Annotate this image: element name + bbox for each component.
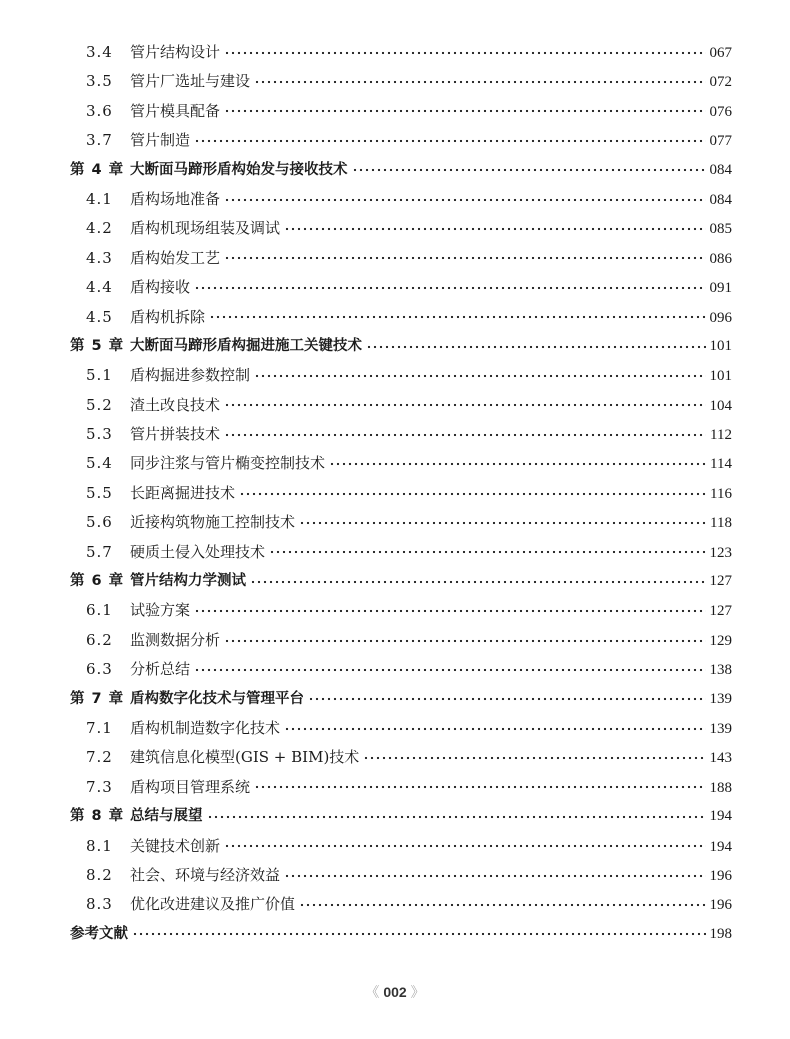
dot-leader (224, 256, 705, 260)
toc-references-entry[interactable] (70, 920, 732, 949)
toc-entry-number: 4.5 (86, 307, 113, 326)
toc-section-entry[interactable] (70, 391, 732, 420)
toc-entry-number: 4.2 (86, 219, 113, 238)
toc-entry-page: 188 (709, 779, 732, 796)
dot-leader (254, 374, 705, 378)
toc-section-entry[interactable] (70, 479, 732, 508)
toc-entry-title: 管片制造 (130, 131, 191, 150)
toc-entry-number: 6.1 (86, 601, 113, 620)
toc-entry-page: 076 (709, 103, 732, 120)
toc-chapter-entry[interactable] (70, 332, 732, 361)
toc-entry-number: 8.3 (86, 895, 113, 914)
toc-entry-number: 5.7 (86, 542, 113, 561)
toc-entry-number: 6.2 (86, 630, 113, 649)
toc-entry-title: 同步注浆与管片椭变控制技术 (130, 454, 326, 473)
toc-section-entry[interactable] (70, 67, 732, 96)
toc-entry-page: 101 (709, 337, 732, 354)
toc-entry-title: 参考文献 (70, 925, 128, 942)
toc-entry-number: 第 4 章 (70, 161, 125, 178)
toc-entry-page: 101 (709, 368, 732, 385)
toc-entry-page: 086 (709, 250, 732, 267)
page-number-footer (0, 982, 790, 1002)
toc-entry-number: 3.6 (86, 101, 113, 120)
toc-entry-title: 管片结构设计 (130, 43, 221, 61)
toc-section-entry[interactable] (70, 303, 732, 332)
toc-section-entry[interactable] (70, 97, 732, 126)
toc-entry-page: 127 (709, 573, 732, 590)
toc-entry-page: 194 (709, 808, 732, 825)
toc-entry-page: 067 (709, 45, 732, 61)
dot-leader (194, 286, 705, 290)
dot-leader (224, 198, 705, 202)
toc-entry-page: 123 (709, 544, 732, 561)
toc-section-entry[interactable] (70, 538, 732, 567)
toc-entry-title: 管片厂选址与建设 (130, 72, 251, 91)
dot-leader (207, 815, 706, 819)
toc-entry-page: 139 (709, 690, 732, 707)
toc-entry-page: 104 (709, 397, 732, 414)
toc-section-entry[interactable] (70, 244, 732, 273)
dot-leader (224, 844, 705, 848)
toc-chapter-entry[interactable] (70, 802, 732, 831)
toc-entry-page: 138 (709, 662, 732, 679)
page-number: 002 (383, 984, 407, 1000)
toc-section-entry[interactable] (70, 273, 732, 302)
toc-entry-number: 3.7 (86, 131, 113, 150)
dot-leader (308, 697, 706, 701)
toc-entry-title: 盾构项目管理系统 (130, 777, 251, 796)
toc-entry-number: 5.4 (86, 454, 113, 473)
toc-entry-page: 077 (709, 133, 732, 150)
dot-leader (352, 168, 706, 172)
dot-leader (299, 521, 706, 525)
toc-entry-title: 大断面马蹄形盾构掘进施工关键技术 (130, 337, 362, 354)
dot-leader (254, 80, 705, 84)
toc-entry-page: 196 (709, 897, 732, 914)
dot-leader (366, 345, 706, 349)
toc-entry-title: 大断面马蹄形盾构始发与接收技术 (130, 161, 348, 178)
toc-entry-page: 194 (709, 838, 732, 855)
dot-leader (284, 727, 705, 731)
toc-section-entry[interactable] (70, 743, 732, 772)
right-bracket-decoration: 》 (410, 984, 425, 1000)
toc-entry-title: 渣土改良技术 (130, 395, 221, 414)
toc-entry-number: 第 8 章 (70, 808, 125, 825)
toc-entry-page: 112 (710, 427, 732, 444)
toc-entry-page: 143 (709, 750, 732, 767)
toc-entry-number: 5.3 (86, 425, 113, 444)
toc-entry-page: 085 (709, 221, 732, 238)
toc-entry-page: 096 (709, 309, 732, 326)
dot-leader (284, 874, 705, 878)
dot-leader (224, 639, 705, 643)
toc-entry-number: 第 7 章 (70, 690, 125, 707)
toc-entry-page: 198 (709, 925, 732, 942)
toc-entry-title: 盾构场地准备 (130, 189, 221, 208)
toc-entry-number: 5.5 (86, 483, 113, 502)
toc-entry-title: 盾构机拆除 (130, 307, 206, 326)
dot-leader (284, 227, 705, 231)
dot-leader (250, 580, 706, 584)
toc-entry-page: 114 (710, 456, 732, 473)
dot-leader (209, 315, 705, 319)
toc-entry-page: 127 (709, 603, 732, 620)
toc-entry-title: 管片模具配备 (130, 101, 221, 120)
toc-section-entry[interactable] (70, 508, 732, 537)
toc-entry-title: 盾构机现场组装及调试 (130, 219, 281, 238)
toc-entry-number: 7.2 (86, 748, 113, 767)
toc-section-entry[interactable] (70, 832, 732, 861)
toc-entry-title: 管片结构力学测试 (130, 573, 246, 590)
toc-section-entry[interactable] (70, 890, 732, 919)
toc-entry-title: 盾构机制造数字化技术 (130, 718, 281, 737)
toc-section-entry[interactable] (70, 714, 732, 743)
dot-leader (194, 668, 705, 672)
toc-entry-number: 4.1 (86, 189, 113, 208)
toc-chapter-entry[interactable] (70, 567, 732, 596)
toc-entry-title: 管片拼装技术 (130, 425, 221, 444)
toc-entry-title: 分析总结 (130, 660, 191, 679)
toc-entry-number: 第 6 章 (70, 573, 125, 590)
dot-leader (132, 932, 706, 936)
toc-entry-title: 社会、环境与经济效益 (130, 865, 281, 884)
toc-section-entry[interactable] (70, 449, 732, 478)
toc-entry-page: 139 (709, 720, 732, 737)
toc-entry-number: 8.2 (86, 865, 113, 884)
toc-entry-number: 8.1 (86, 836, 113, 855)
toc-entry-title: 试验方案 (130, 601, 191, 620)
toc-entry-page: 118 (710, 515, 732, 532)
toc-entry-page: 116 (710, 485, 732, 502)
toc-section-entry[interactable] (70, 214, 732, 243)
toc-section-entry[interactable] (70, 773, 732, 802)
toc-entry-title: 盾构数字化技术与管理平台 (130, 690, 304, 707)
dot-leader (224, 433, 706, 437)
table-of-contents (70, 38, 732, 949)
toc-entry-number: 4.3 (86, 248, 113, 267)
toc-entry-title: 盾构掘进参数控制 (130, 366, 251, 385)
dot-leader (269, 550, 705, 554)
dot-leader (224, 109, 705, 113)
dot-leader (329, 462, 706, 466)
toc-entry-title: 近接构筑物施工控制技术 (130, 513, 296, 532)
toc-section-entry[interactable] (70, 655, 732, 684)
toc-entry-page: 091 (709, 280, 732, 297)
toc-entry-number: 第 5 章 (70, 337, 125, 354)
toc-entry-title: 硬质土侵入处理技术 (130, 542, 266, 561)
left-bracket-decoration: 《 (365, 984, 380, 1000)
toc-section-entry[interactable] (70, 126, 732, 155)
dot-leader (363, 756, 705, 760)
toc-chapter-entry[interactable] (70, 156, 732, 185)
toc-entry-page: 129 (709, 632, 732, 649)
toc-entry-page: 196 (709, 867, 732, 884)
toc-entry-number: 5.2 (86, 395, 113, 414)
toc-entry-number: 3.5 (86, 72, 113, 91)
toc-section-entry[interactable] (70, 596, 732, 625)
toc-entry-title: 长距离掘进技术 (130, 483, 236, 502)
toc-entry-number: 7.1 (86, 718, 113, 737)
toc-entry-title: 盾构接收 (130, 278, 191, 297)
toc-entry-number: 4.4 (86, 278, 113, 297)
toc-entry-page: 084 (709, 191, 732, 208)
toc-section-entry[interactable] (70, 420, 732, 449)
toc-entry-title: 关键技术创新 (130, 836, 221, 855)
toc-chapter-entry[interactable] (70, 685, 732, 714)
toc-entry-number: 5.1 (86, 366, 113, 385)
dot-leader (194, 139, 705, 143)
toc-entry-title: 建筑信息化模型(GIS + BIM)技术 (130, 748, 360, 767)
toc-entry-number: 5.6 (86, 513, 113, 532)
dot-leader (224, 403, 705, 407)
toc-entry-page: 072 (709, 74, 732, 91)
toc-entry-number: 7.3 (86, 777, 113, 796)
toc-section-entry[interactable] (70, 861, 732, 890)
toc-section-entry[interactable] (70, 361, 732, 390)
dot-leader (299, 903, 705, 907)
toc-entry-title: 监测数据分析 (130, 630, 221, 649)
toc-section-entry[interactable] (70, 626, 732, 655)
toc-entry-page: 084 (709, 161, 732, 178)
toc-entry-title: 总结与展望 (130, 808, 203, 825)
toc-section-entry[interactable] (70, 38, 732, 67)
dot-leader (224, 51, 705, 55)
toc-entry-title: 优化改进建议及推广价值 (130, 895, 296, 914)
dot-leader (239, 492, 706, 496)
toc-entry-title: 盾构始发工艺 (130, 248, 221, 267)
dot-leader (254, 785, 705, 789)
toc-entry-number: 3.4 (86, 43, 113, 61)
toc-entry-number: 6.3 (86, 660, 113, 679)
dot-leader (194, 609, 705, 613)
toc-section-entry[interactable] (70, 185, 732, 214)
